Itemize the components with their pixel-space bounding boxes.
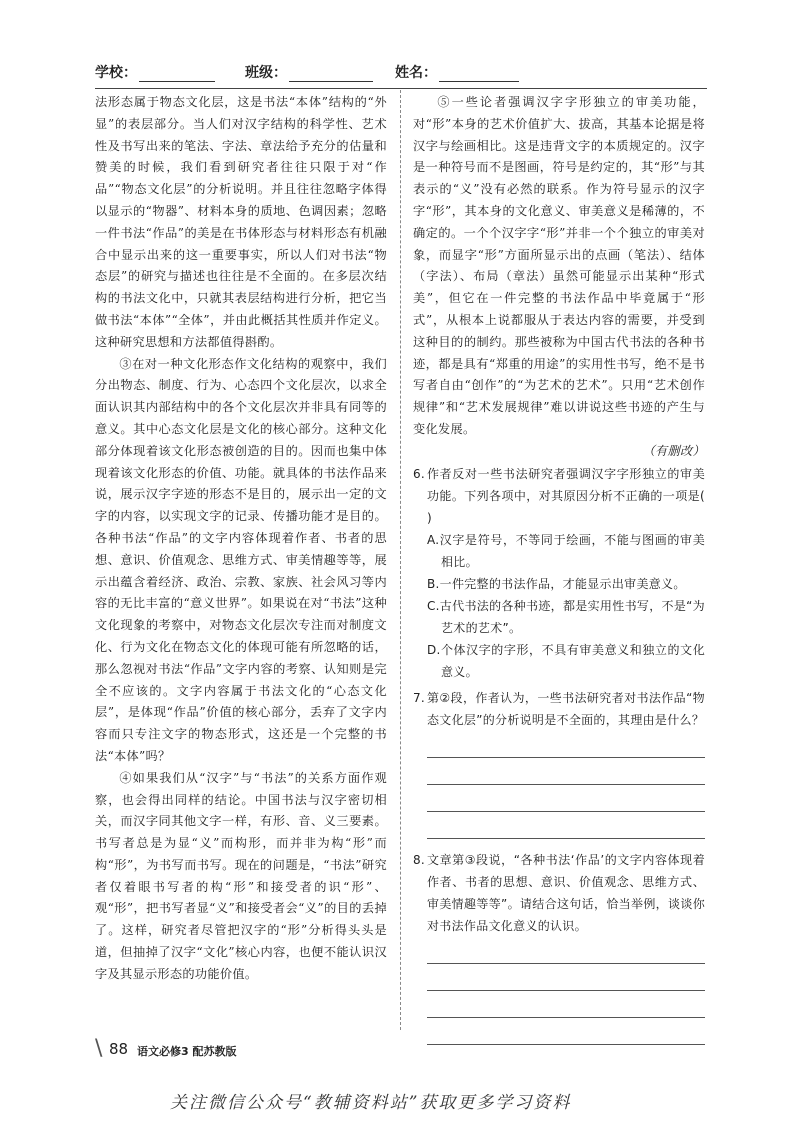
question-8-stem: 文章第③段说，“各种书法‘作品’的文字内容体现着作者、书者的思想、意识、价值观念、思维方式、审美情趣等等”。请结合这句话，恰当举例，谈谈你对书法作品文化意义的认识。	[427, 852, 705, 933]
name-input-line[interactable]	[439, 67, 519, 82]
passage-paragraph-2: 法形态属于物态文化层，这是书法“本体”结构的“外显”的表层部分。当人们对汉字结构的科学性、艺术性及书写出来的笔法、字法、章法给予充分的估量和赞美的时候，我们看到研究者往往只限于对“作品”“物态文化层”的分析说明。并且往往忽略字体得以显示的“物器”、材料本身的质地、色调因素；忽略一件书法“作品”的美是在书体形态与材料形态有机融合中显示出来的这一重要事实，所以人们对书法“物态层”的研究与描述也往往是不全面的。在多层次结构的书法文化中，只就其表层结构进行分析，把它当做书法“本体”“全体”，并由此概括其性质并作定义。这种研究思想和方法都值得斟酌。	[95, 95, 387, 349]
column-divider	[400, 90, 401, 1030]
name-label: 姓名：	[395, 65, 437, 81]
question-6-stem: 作者反对一些书法研究者强调汉字字形独立的审美功能。下列各项中，对其原因分析不正确的一项是( )	[427, 466, 705, 525]
answer-line[interactable]	[427, 970, 705, 991]
page-number: 88	[109, 1040, 129, 1058]
header-divider	[95, 88, 707, 89]
question-6	[413, 463, 705, 683]
name-field[interactable]	[395, 62, 519, 82]
option-c[interactable]: C.古代书法的各种书迹，都是实用性书写，不是“为艺术的艺术”。	[427, 598, 705, 635]
class-field[interactable]	[245, 62, 373, 82]
school-field[interactable]	[95, 62, 215, 82]
source-note: （有删改）	[642, 443, 705, 458]
question-7	[413, 687, 705, 839]
right-column	[413, 92, 705, 1045]
answer-line[interactable]	[427, 943, 705, 964]
footer-slash-decoration: \	[95, 1036, 103, 1061]
passage-paragraph-5: ⑤一些论者强调汉字字形独立的审美功能，对“形”本身的艺术价值扩大、拔高，其基本论据是将汉字与绘画相比。这是违背文字的本质规定的。汉字是一种符号而不是图画，符号是约定的，其“形”与其表示的“义”没有必然的联系。作为符号显示的汉字字“形”，其本身的文化意义、审美意义是稀薄的，不确定的。一个个汉字字“形”并非一个个独立的审美对象，而显字“形”方面所显示出的点画（笔法）、结体（字法）、布局（章法）虽然可能显示出某种“形式美”，但它在一件完整的书法作品中毕竟属于“形式”，从根本上说都服从于表达内容的需要，并受到这种目的的制约。那些被称为中国古代书法的各种书迹，都是具有“郑重的用途”的实用性书写，绝不是书写者自由“创作”的“为艺术的艺术”。只用“艺术创作规律”和“艺术发展规律”难以讲说这些书迹的产生与变化发展。	[413, 95, 705, 436]
answer-line[interactable]	[427, 997, 705, 1018]
left-column	[95, 92, 387, 986]
passage-paragraph-4: ④如果我们从“汉字”与“书法”的关系方面作观察，也会得出同样的结论。中国书法与汉字密切相关，而汉字同其他文字一样，有形、音、义三要素。书写者总是为显“义”而构形，而并非为构“形”而构“形”，为书写而书写。现在的问题是，“书法”研究者仅着眼书写者的构“形”和接受者的识“形”、观“形”，把书写者显“义”和接受者会“义”的目的丢掉了。这样，研究者尽管把汉字的“形”分析得头头是道，但抽掉了汉字“文化”核心内容，也便不能认识汉字及其显示形态的功能价值。	[95, 770, 387, 981]
answer-line[interactable]	[427, 737, 705, 758]
question-6-number: 6.	[413, 466, 426, 481]
question-8-number: 8.	[413, 852, 426, 867]
book-title: 语文必修3 配苏教版	[137, 1045, 237, 1058]
question-8	[413, 849, 705, 1045]
school-label: 学校：	[95, 65, 137, 81]
answer-line[interactable]	[427, 791, 705, 812]
question-7-stem: 第②段，作者认为，一些书法研究者对书法作品“物态文化层”的分析说明是不全面的，其理由是什么？	[427, 690, 705, 727]
option-d[interactable]: D.个体汉字的字形，不具有审美意义和独立的文化意义。	[427, 642, 705, 679]
student-info-header	[95, 58, 705, 84]
watermark-text: 关注微信公众号“教辅资料站”获取更多学习资料	[170, 1093, 572, 1113]
passage-paragraph-3: ③在对一种文化形态作文化结构的观察中，我们分出物态、制度、行为、心态四个文化层次，以求全面认识其内部结构中的各个文化层次并非具有同等的意义。其中心态文化层是文化的核心部分。这种文化部分体现着该文化形态被创造的目的。因而也集中体现着该文化形态的价值、功能。就具体的书法作品来说，展示汉字字迹的形态不是目的，展示出一定的文字的内容，以实现文字的记录、传播功能才是目的。各种书法“作品”的文字内容体现着作者、书者的思想、意识、价值观念、思维方式、审美情趣等等，展示出蕴含着经济、政治、宗教、家族、社会风习等内容的无比丰富的“意义世界”。如果说在对“书法”这种文化现象的考察中，对物态文化层次专注而对制度文化、行为文化在物态文化的体现可能有所忽略的话，那么忽视对书法“作品”文字内容的考察、认知则是完全不应该的。文字内容属于书法文化的“心态文化层”，是体现“作品”价值的核心部分，丢弃了文字内容而只专注文字的物态形式，这还是一个完整的书法“本体”吗？	[95, 356, 387, 763]
answer-line[interactable]	[427, 764, 705, 785]
school-input-line[interactable]	[139, 67, 215, 82]
answer-line[interactable]	[427, 818, 705, 839]
option-a[interactable]: A.汉字是符号，不等同于绘画，不能与图画的审美相比。	[427, 532, 705, 569]
option-b[interactable]: B.一件完整的书法作品，才能显示出审美意义。	[427, 576, 686, 591]
question-7-number: 7.	[413, 690, 426, 705]
answer-line[interactable]	[427, 1024, 705, 1045]
class-label: 班级：	[245, 65, 287, 81]
class-input-line[interactable]	[289, 67, 373, 82]
